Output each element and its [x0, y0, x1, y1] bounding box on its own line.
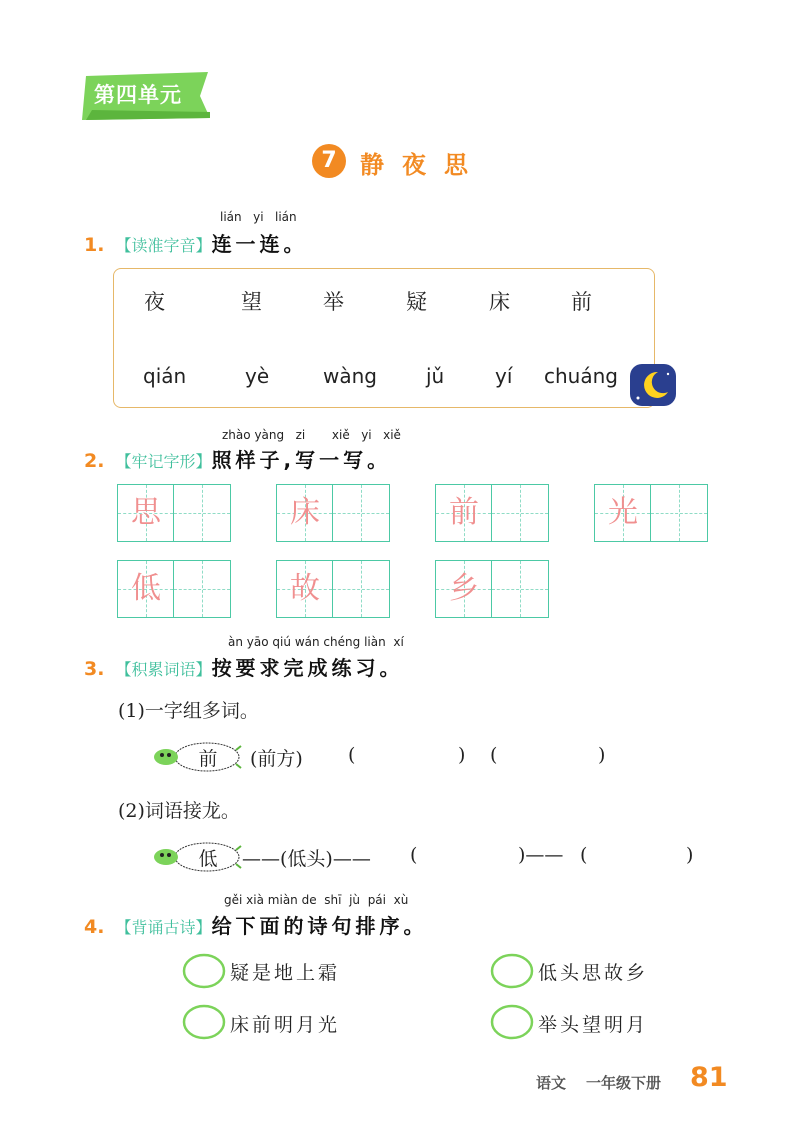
- writing-grid[interactable]: [276, 560, 390, 618]
- poem-line: 疑是地上霜: [230, 962, 341, 984]
- moon-icon: [628, 360, 678, 408]
- hanzi-item[interactable]: 床: [489, 290, 510, 314]
- hanzi-item[interactable]: 前: [571, 290, 592, 314]
- answer-blank-close[interactable]: ): [458, 744, 466, 766]
- example-word: (前方): [250, 748, 303, 770]
- order-oval[interactable]: [490, 953, 534, 987]
- writing-grid[interactable]: [117, 560, 231, 618]
- writing-grid[interactable]: [117, 484, 231, 542]
- question-number: 4.: [84, 916, 105, 938]
- question-tag: 【积累词语】: [115, 660, 212, 679]
- model-char: 故: [290, 571, 320, 606]
- writing-grid[interactable]: [435, 484, 549, 542]
- hanzi-item[interactable]: 举: [323, 290, 344, 314]
- q3-heading: [84, 652, 404, 681]
- answer-blank-close[interactable]: ): [598, 744, 606, 766]
- question-tag: 【牢记字形】: [115, 452, 212, 471]
- q1-heading: [84, 228, 308, 257]
- writing-grid[interactable]: [276, 484, 390, 542]
- hanzi-item[interactable]: 望: [241, 290, 262, 314]
- q2-heading: [84, 444, 391, 473]
- model-char: 乡: [449, 571, 479, 606]
- bubble-char: 低: [198, 848, 218, 870]
- q4-heading: [84, 910, 428, 939]
- answer-blank-open[interactable]: (: [348, 744, 356, 766]
- pinyin-item[interactable]: yè: [245, 364, 270, 388]
- question-text: 给下面的诗句排序。: [211, 914, 428, 938]
- lesson-number: 7: [312, 144, 346, 178]
- pinyin-item[interactable]: jǔ: [426, 364, 445, 388]
- order-oval[interactable]: [182, 1004, 226, 1038]
- writing-grid[interactable]: [435, 560, 549, 618]
- pinyin-item[interactable]: wàng: [323, 364, 377, 388]
- poem-line: 举头望明月: [538, 1014, 649, 1036]
- model-char: 床: [290, 495, 320, 530]
- q2-pinyin: zhào yàng zi xiě yi xiě: [222, 428, 401, 442]
- question-number: 2.: [84, 450, 105, 472]
- question-text: 按要求完成练习。: [211, 656, 404, 680]
- question-tag: 【读准字音】: [115, 236, 212, 255]
- footer-grade: 一年级下册: [586, 1074, 662, 1092]
- poem-line: 床前明月光: [230, 1014, 341, 1036]
- writing-grid[interactable]: [594, 484, 708, 542]
- model-char: 低: [131, 571, 161, 606]
- hanzi-item[interactable]: 夜: [144, 290, 165, 314]
- hanzi-item[interactable]: 疑: [406, 290, 427, 314]
- answer-blank-open[interactable]: (: [580, 844, 588, 866]
- question-number: 3.: [84, 658, 105, 680]
- order-oval[interactable]: [182, 953, 226, 987]
- bubble-char: 前: [198, 748, 218, 770]
- pinyin-item[interactable]: yí: [495, 364, 513, 388]
- chain-example: ——(低头)——: [242, 848, 371, 870]
- answer-blank-open[interactable]: (: [490, 744, 498, 766]
- pinyin-item[interactable]: qián: [143, 364, 187, 388]
- q3-part2-label: (2)词语接龙。: [118, 800, 240, 822]
- model-char: 思: [131, 495, 161, 530]
- poem-line: 低头思故乡: [538, 962, 649, 984]
- question-number: 1.: [84, 234, 105, 256]
- question-text: 连一连。: [211, 232, 308, 256]
- q3-part1-label: (1)一字组多词。: [118, 700, 259, 722]
- question-text: 照样子,写一写。: [211, 448, 392, 472]
- pinyin-item[interactable]: chuáng: [544, 364, 618, 388]
- q3-pinyin: àn yāo qiú wán chéng liàn xí: [228, 635, 404, 649]
- q4-pinyin: gěi xià miàn de shī jù pái xù: [224, 893, 409, 907]
- model-char: 前: [449, 495, 479, 530]
- footer-subject: 语文: [536, 1074, 567, 1092]
- model-char: 光: [608, 495, 638, 530]
- unit-label: 第四单元: [94, 83, 182, 107]
- question-tag: 【背诵古诗】: [115, 918, 212, 937]
- answer-blank-open[interactable]: (: [410, 844, 418, 866]
- unit-banner: [82, 72, 214, 120]
- q1-pinyin: lián yi lián: [220, 210, 297, 224]
- lesson-title: 静夜思: [360, 151, 486, 179]
- answer-blank-close[interactable]: ): [686, 844, 694, 866]
- page-number: 81: [690, 1062, 728, 1093]
- order-oval[interactable]: [490, 1004, 534, 1038]
- answer-blank-close[interactable]: )——: [518, 844, 564, 866]
